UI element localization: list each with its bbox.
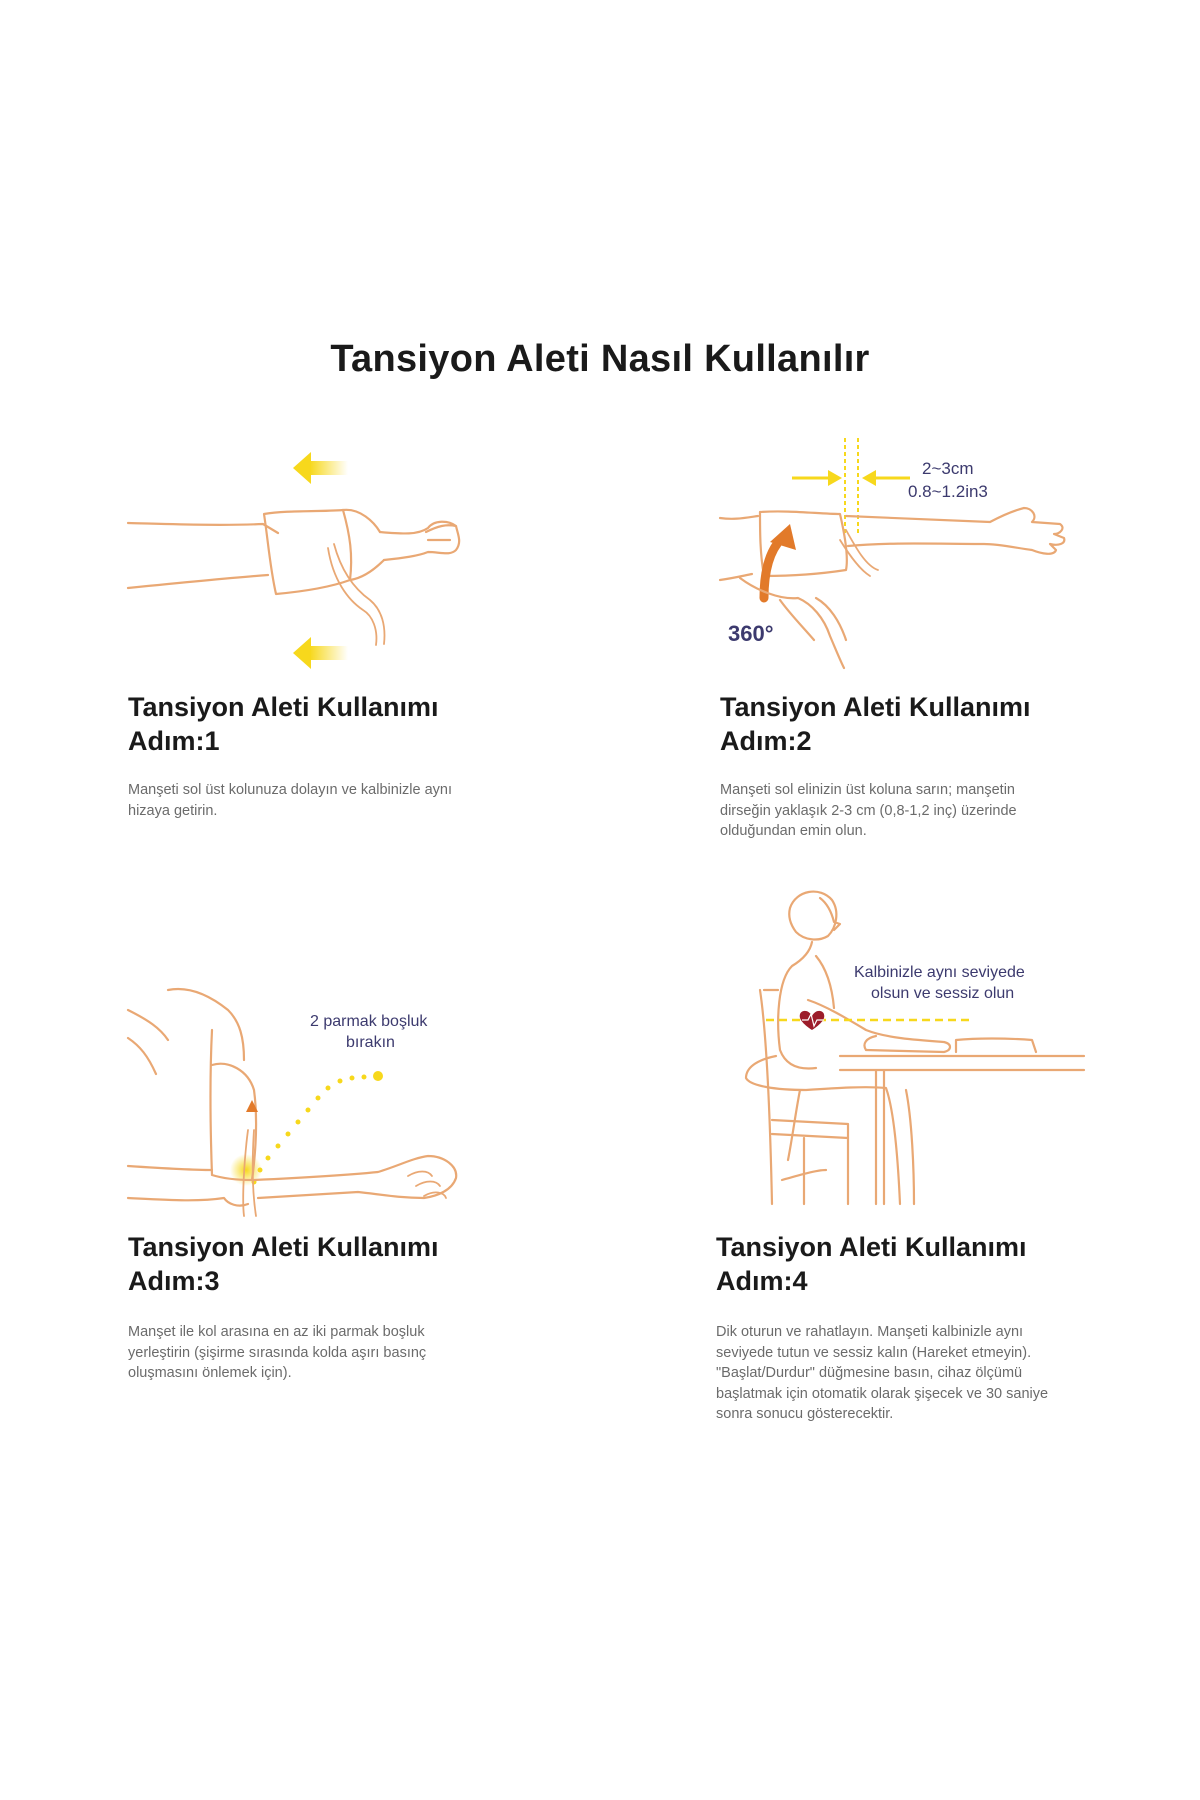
posture-annotation-line2: olsun ve sessiz olun: [871, 985, 1015, 1002]
step-1: [128, 440, 588, 860]
step-heading-title: Tansiyon Aleti Kullanımı: [128, 692, 439, 722]
step-heading-title: Tansiyon Aleti Kullanımı: [716, 1232, 1027, 1262]
step-4: [716, 880, 1176, 1440]
step-description: Manşeti sol elinizin üst koluna sarın; manşetin dirseğin yaklaşık 2-3 cm (0,8-1,2 inç) üzerinde olduğundan emin olun.: [720, 782, 1017, 839]
page-title: Tansiyon Aleti Nasıl Kullanılır: [330, 338, 870, 380]
step-2: [720, 430, 1180, 860]
step-number: Adım:4: [716, 1266, 808, 1296]
posture-annotation-line1: Kalbinizle aynı seviyede: [854, 964, 1025, 981]
two-finger-gap-illustration: [128, 980, 468, 1220]
heart-icon: [800, 1011, 825, 1030]
gap-annotation-line2: bırakın: [346, 1034, 395, 1051]
arrow-left-icon: [293, 452, 348, 484]
step-heading-title: Tansiyon Aleti Kullanımı: [720, 692, 1031, 722]
step-heading: [720, 690, 1031, 758]
step-number: Adım:2: [720, 726, 812, 756]
cuff-position-illustration: [720, 430, 1080, 670]
measure-annotation-cm: 2~3cm: [922, 459, 974, 478]
arrow-left-icon: [862, 470, 910, 486]
step-heading: [716, 1230, 1027, 1298]
rotation-label: 360°: [728, 621, 774, 646]
step-3: [128, 980, 588, 1420]
step-heading: [128, 1230, 439, 1298]
dotted-pointer-icon: [252, 1071, 384, 1185]
seated-posture-illustration: [716, 880, 1086, 1220]
step-description: Manşeti sol üst kolunuza dolayın ve kalbinizle aynı hizaya getirin.: [128, 782, 453, 819]
step-description: Dik oturun ve rahatlayın. Manşeti kalbinizle aynı seviyede tutun ve sessiz kalın (Hareket etmeyin). "Başlat/Durdur" düğmesine basın, cihaz ölçümü başlatmak için otomatik olarak şişecek ve 30 saniye sonra sonucu gösterecektir.: [716, 1324, 1049, 1422]
arm-cuff-wrap-illustration: [128, 440, 468, 670]
gap-annotation-line1: 2 parmak boşluk: [310, 1013, 428, 1030]
step-heading: [128, 690, 439, 758]
step-description: Manşet ile kol arasına en az iki parmak boşluk yerleştirin (şişirme sırasında kolda aşırı basınç oluşmasını önlemek için).: [128, 1324, 427, 1381]
step-number: Adım:1: [128, 726, 220, 756]
step-number: Adım:3: [128, 1266, 220, 1296]
arrow-right-icon: [792, 470, 842, 486]
arrow-left-icon: [293, 637, 348, 669]
step-heading-title: Tansiyon Aleti Kullanımı: [128, 1232, 439, 1262]
measure-annotation-inch: 0.8~1.2in3: [908, 482, 988, 501]
